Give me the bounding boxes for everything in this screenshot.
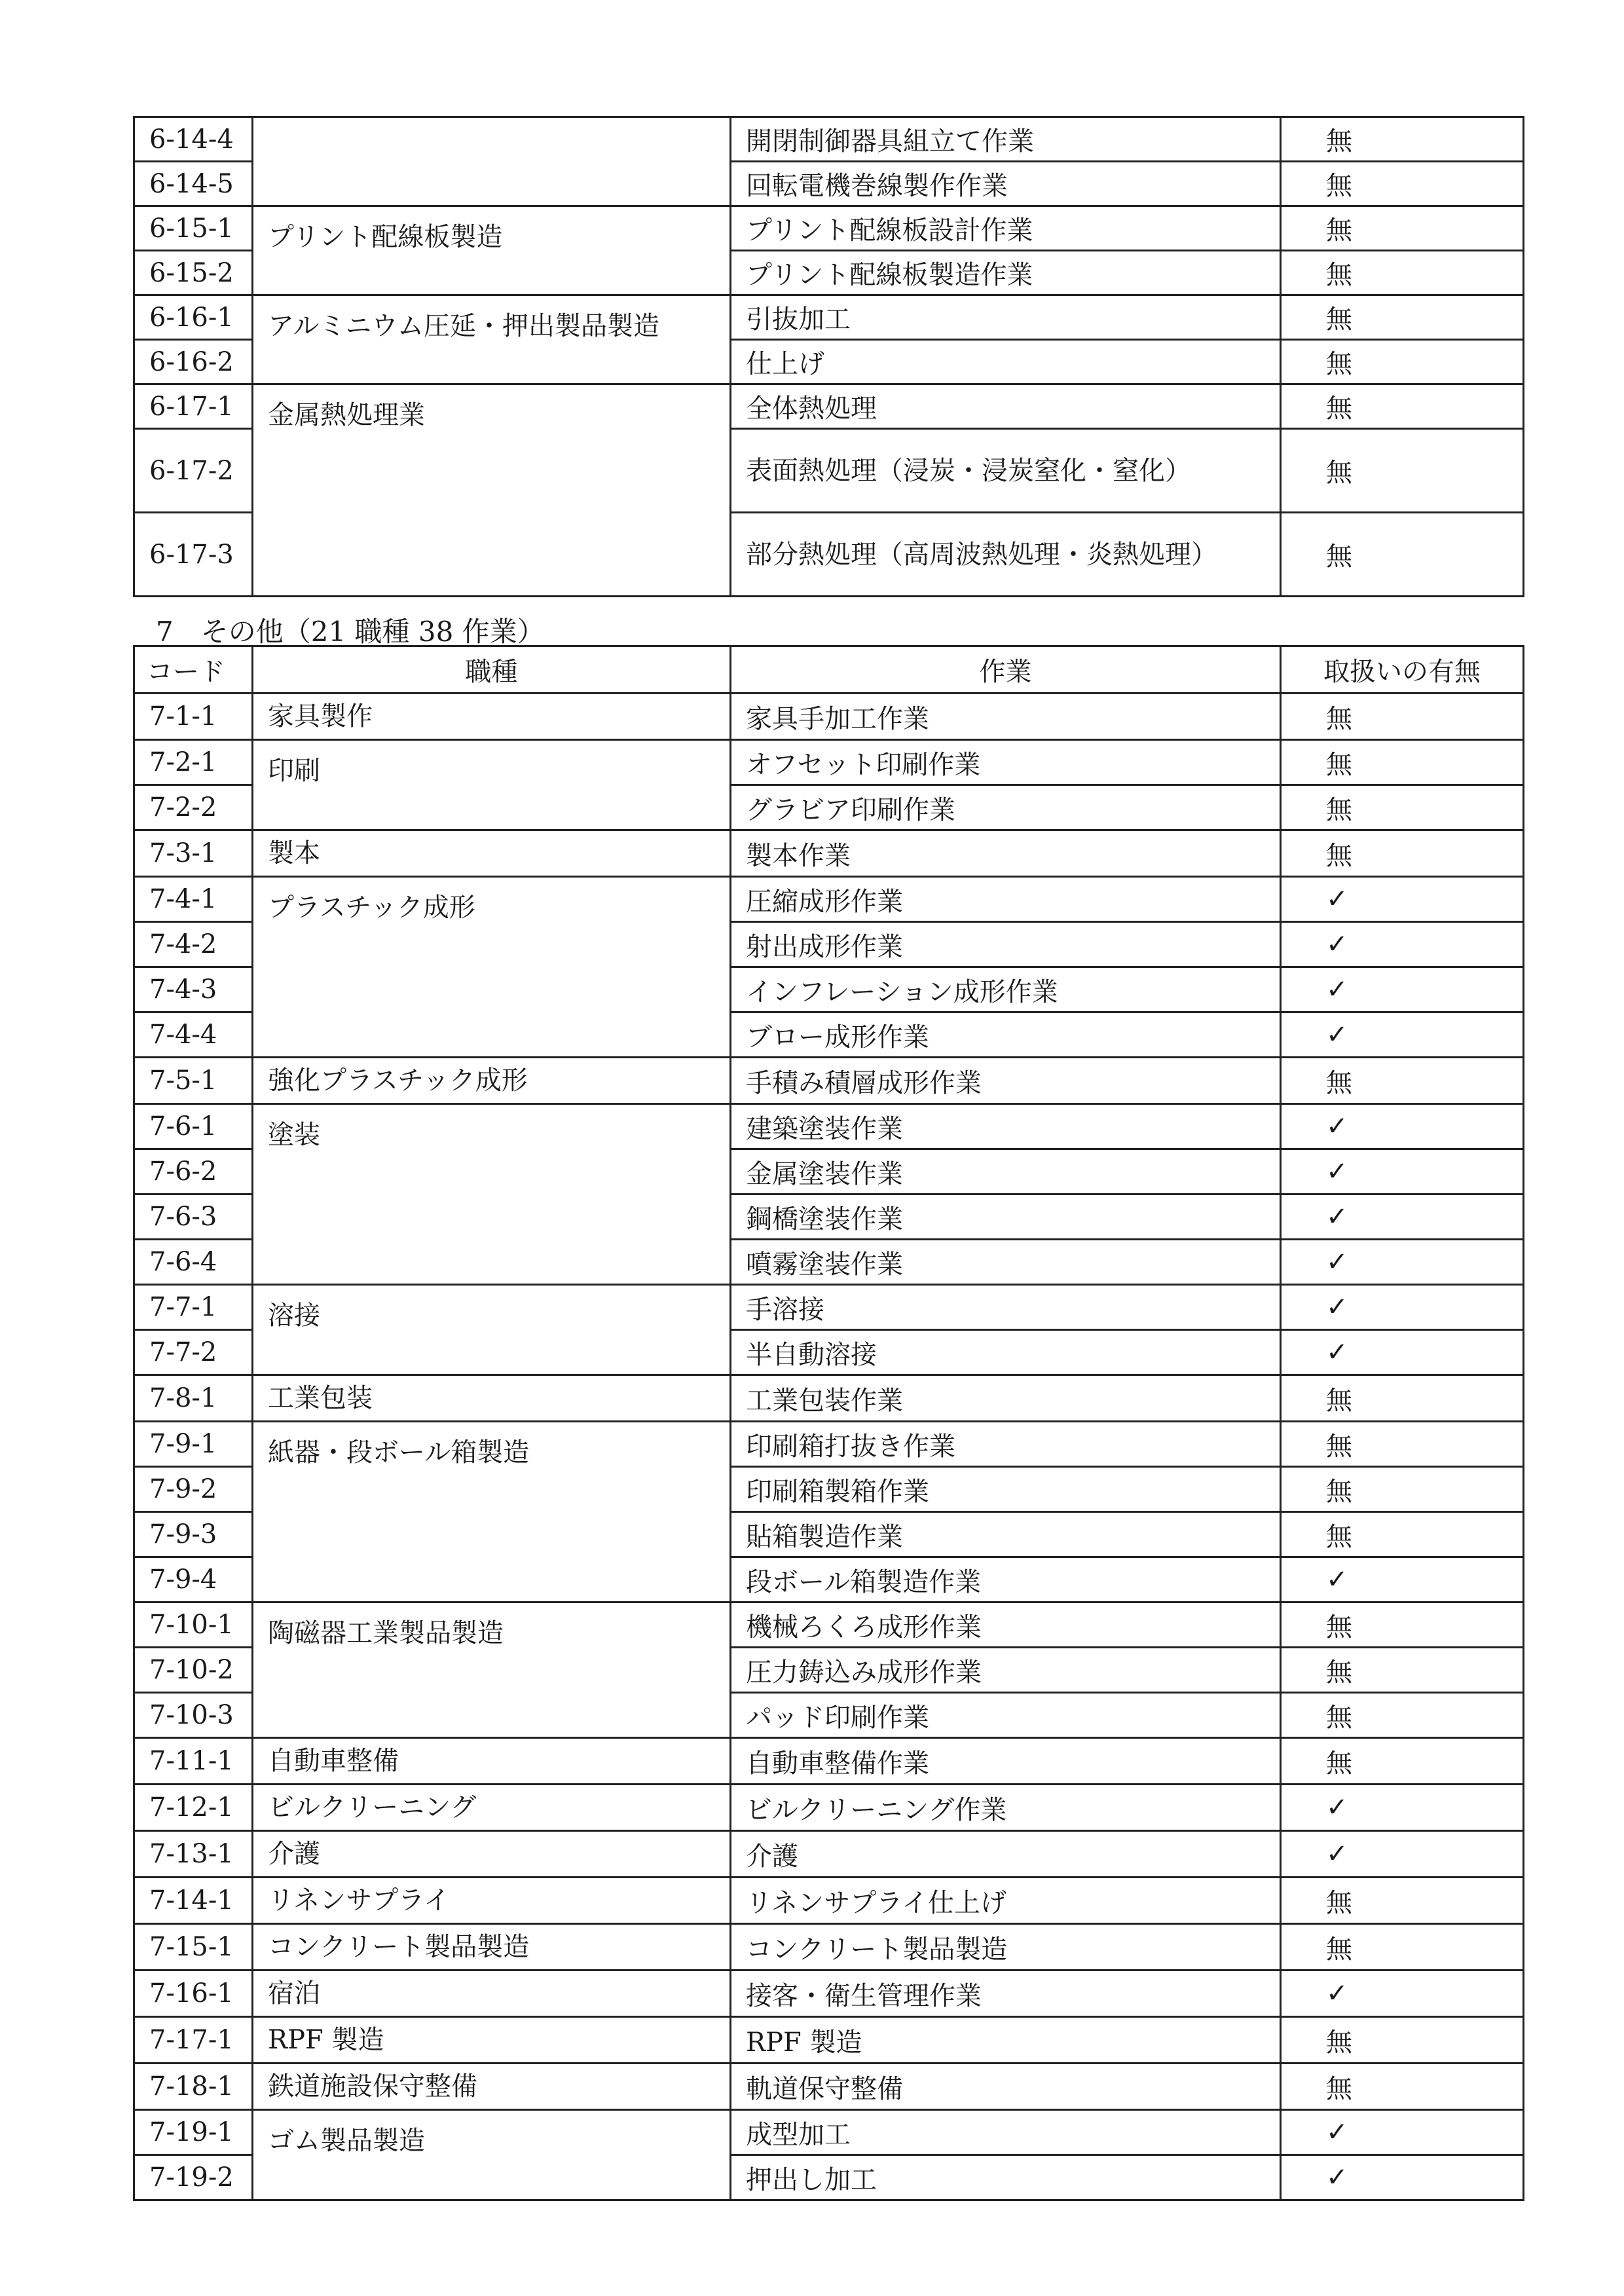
table-row [134,1878,1524,1924]
status-none: 無 [1281,1648,1524,1693]
status-none: 無 [1281,2064,1524,2110]
row-code: 6-14-4 [134,117,253,162]
row-code: 7-17-1 [134,2017,253,2064]
row-occupation: 陶磁器工業製品製造 [253,1602,731,1738]
check-icon: ✓ [1281,1194,1524,1240]
check-icon: ✓ [1281,1240,1524,1285]
row-task: RPF 製造 [731,2017,1281,2064]
table-row [134,2017,1524,2064]
row-code: 7-7-2 [134,1330,253,1375]
row-occupation: 工業包装 [253,1375,731,1422]
row-task: 部分熱処理（高周波熱処理・炎熱処理） [731,513,1281,597]
row-occupation: 紙器・段ボール箱製造 [253,1422,731,1602]
row-code: 7-9-3 [134,1512,253,1557]
check-icon: ✓ [1281,2155,1524,2200]
row-code: 6-15-1 [134,206,253,251]
row-task: 製本作業 [731,830,1281,877]
status-none: 無 [1281,1878,1524,1924]
status-none: 無 [1281,830,1524,877]
row-code: 6-16-2 [134,340,253,384]
row-occupation: 製本 [253,830,731,877]
table-row [134,740,1524,785]
row-task: 表面熱処理（浸炭・浸炭窒化・窒化） [731,429,1281,513]
row-task: コンクリート製品製造 [731,1924,1281,1971]
row-task: 印刷箱製箱作業 [731,1467,1281,1512]
row-code: 7-19-2 [134,2155,253,2200]
row-task: 手積み積層成形作業 [731,1058,1281,1104]
check-icon: ✓ [1281,1104,1524,1149]
status-none: 無 [1281,1467,1524,1512]
row-task: 噴霧塗装作業 [731,1240,1281,1285]
row-occupation: RPF 製造 [253,2017,731,2064]
row-code: 7-1-1 [134,694,253,740]
row-task: 射出成形作業 [731,922,1281,967]
table-row [134,295,1524,340]
table-row [134,206,1524,251]
table-row [134,1971,1524,2017]
row-task: 引抜加工 [731,295,1281,340]
row-occupation: 塗装 [253,1104,731,1285]
row-code: 7-2-2 [134,785,253,830]
row-task: リネンサプライ仕上げ [731,1878,1281,1924]
row-task: 介護 [731,1831,1281,1878]
row-task: プリント配線板設計作業 [731,206,1281,251]
table-row [134,830,1524,877]
row-task: 手溶接 [731,1285,1281,1330]
table-row [134,1375,1524,1422]
row-code: 7-10-2 [134,1648,253,1693]
status-none: 無 [1281,1602,1524,1648]
row-code: 6-15-2 [134,251,253,295]
row-code: 7-9-2 [134,1467,253,1512]
table-row [134,1831,1524,1878]
row-task: 金属塗装作業 [731,1149,1281,1194]
row-task: 全体熱処理 [731,384,1281,429]
row-occupation: リネンサプライ [253,1878,731,1924]
row-code: 7-6-4 [134,1240,253,1285]
row-code: 6-17-3 [134,513,253,597]
row-task: 仕上げ [731,340,1281,384]
row-task: パッド印刷作業 [731,1693,1281,1738]
row-task: インフレーション成形作業 [731,967,1281,1012]
row-code: 7-6-3 [134,1194,253,1240]
check-icon: ✓ [1281,922,1524,967]
occupation-table-part6 [133,116,1524,597]
row-code: 7-15-1 [134,1924,253,1971]
row-code: 7-11-1 [134,1738,253,1785]
check-icon: ✓ [1281,1831,1524,1878]
row-occupation: アルミニウム圧延・押出製品製造 [253,295,731,384]
row-task: 軌道保守整備 [731,2064,1281,2110]
row-task: 段ボール箱製造作業 [731,1557,1281,1602]
row-code: 7-6-2 [134,1149,253,1194]
table-row [134,2110,1524,2155]
row-code: 7-2-1 [134,740,253,785]
status-none: 無 [1281,206,1524,251]
row-task: プリント配線板製造作業 [731,251,1281,295]
check-icon: ✓ [1281,967,1524,1012]
table-row [134,1104,1524,1149]
status-none: 無 [1281,429,1524,513]
status-none: 無 [1281,1058,1524,1104]
row-occupation: 鉄道施設保守整備 [253,2064,731,2110]
occupation-table-section7 [133,645,1524,2201]
table-row [134,2064,1524,2110]
row-occupation: 家具製作 [253,694,731,740]
row-task: 貼箱製造作業 [731,1512,1281,1557]
row-code: 7-10-1 [134,1602,253,1648]
row-task: 家具手加工作業 [731,694,1281,740]
check-icon: ✓ [1281,1557,1524,1602]
row-task: グラビア印刷作業 [731,785,1281,830]
row-code: 7-6-1 [134,1104,253,1149]
status-none: 無 [1281,117,1524,162]
status-none: 無 [1281,785,1524,830]
status-none: 無 [1281,1924,1524,1971]
status-none: 無 [1281,1512,1524,1557]
row-code: 6-17-1 [134,384,253,429]
row-task: 圧力鋳込み成形作業 [731,1648,1281,1693]
table-row [134,877,1524,922]
row-code: 7-9-1 [134,1422,253,1467]
check-icon: ✓ [1281,1149,1524,1194]
row-task: 接客・衛生管理作業 [731,1971,1281,2017]
table-row [134,1058,1524,1104]
row-code: 7-4-2 [134,922,253,967]
table-row [134,1785,1524,1831]
status-none: 無 [1281,694,1524,740]
row-code: 7-14-1 [134,1878,253,1924]
status-none: 無 [1281,2017,1524,2064]
table-row [134,694,1524,740]
row-code: 7-12-1 [134,1785,253,1831]
status-none: 無 [1281,251,1524,295]
status-none: 無 [1281,384,1524,429]
row-code: 7-4-4 [134,1012,253,1058]
row-code: 7-8-1 [134,1375,253,1422]
check-icon: ✓ [1281,1285,1524,1330]
row-occupation: 宿泊 [253,1971,731,2017]
row-task: オフセット印刷作業 [731,740,1281,785]
status-none: 無 [1281,340,1524,384]
row-task: 押出し加工 [731,2155,1281,2200]
check-icon: ✓ [1281,1785,1524,1831]
row-code: 7-16-1 [134,1971,253,2017]
row-code: 7-7-1 [134,1285,253,1330]
row-code: 7-10-3 [134,1693,253,1738]
row-occupation: 強化プラスチック成形 [253,1058,731,1104]
table-row [134,1422,1524,1467]
header-status: 取扱いの有無 [1281,646,1524,694]
row-code: 6-17-2 [134,429,253,513]
header-code: コード [134,646,253,694]
header-task: 作業 [731,646,1281,694]
row-occupation: 介護 [253,1831,731,1878]
check-icon: ✓ [1281,2110,1524,2155]
table-row [134,1285,1524,1330]
row-occupation: 印刷 [253,740,731,830]
row-code: 6-14-5 [134,162,253,206]
row-task: 建築塗装作業 [731,1104,1281,1149]
row-task: 工業包装作業 [731,1375,1281,1422]
table-row [134,384,1524,429]
row-task: 印刷箱打抜き作業 [731,1422,1281,1467]
row-task: 自動車整備作業 [731,1738,1281,1785]
row-task: 圧縮成形作業 [731,877,1281,922]
check-icon: ✓ [1281,1330,1524,1375]
row-task: 機械ろくろ成形作業 [731,1602,1281,1648]
row-code: 7-9-4 [134,1557,253,1602]
row-occupation: プリント配線板製造 [253,206,731,295]
row-occupation: ビルクリーニング [253,1785,731,1831]
status-none: 無 [1281,1693,1524,1738]
row-code: 6-16-1 [134,295,253,340]
row-task: ビルクリーニング作業 [731,1785,1281,1831]
status-none: 無 [1281,1422,1524,1467]
row-code: 7-5-1 [134,1058,253,1104]
table-row [134,1738,1524,1785]
row-code: 7-3-1 [134,830,253,877]
check-icon: ✓ [1281,877,1524,922]
row-code: 7-4-3 [134,967,253,1012]
row-code: 7-18-1 [134,2064,253,2110]
row-task: 開閉制御器具組立て作業 [731,117,1281,162]
status-none: 無 [1281,1738,1524,1785]
status-none: 無 [1281,1375,1524,1422]
row-code: 7-13-1 [134,1831,253,1878]
row-occupation [253,117,731,206]
status-none: 無 [1281,295,1524,340]
table-row [134,1924,1524,1971]
row-occupation: コンクリート製品製造 [253,1924,731,1971]
row-task: 鋼橋塗装作業 [731,1194,1281,1240]
row-task: 成型加工 [731,2110,1281,2155]
check-icon: ✓ [1281,1012,1524,1058]
row-code: 7-19-1 [134,2110,253,2155]
row-occupation: 溶接 [253,1285,731,1375]
row-occupation: ゴム製品製造 [253,2110,731,2200]
status-none: 無 [1281,740,1524,785]
row-task: 回転電機巻線製作作業 [731,162,1281,206]
row-code: 7-4-1 [134,877,253,922]
section-7-title: 7 その他（21 職種 38 作業） [156,616,545,648]
header-job: 職種 [253,646,731,694]
table-row [134,117,1524,162]
row-task: ブロー成形作業 [731,1012,1281,1058]
row-occupation: 金属熱処理業 [253,384,731,597]
row-occupation: 自動車整備 [253,1738,731,1785]
check-icon: ✓ [1281,1971,1524,2017]
row-occupation: プラスチック成形 [253,877,731,1058]
table-row [134,1602,1524,1648]
status-none: 無 [1281,162,1524,206]
row-task: 半自動溶接 [731,1330,1281,1375]
status-none: 無 [1281,513,1524,597]
